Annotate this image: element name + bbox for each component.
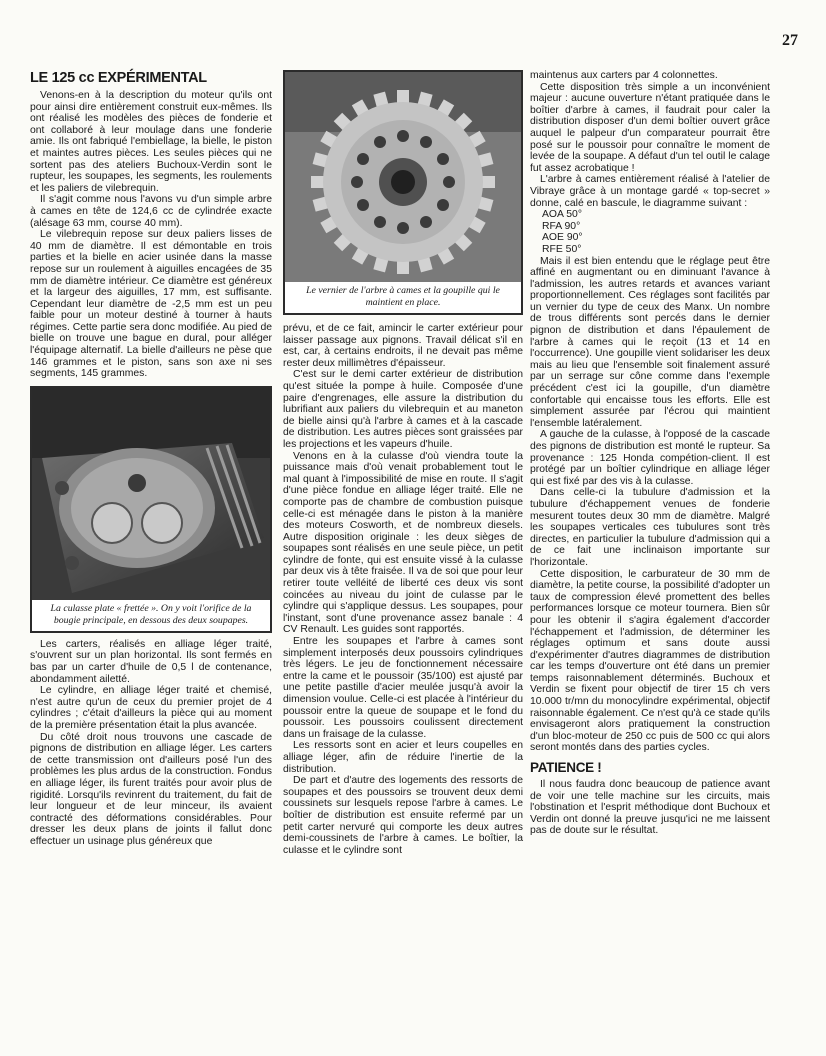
column-3: [530, 70, 770, 837]
paragraph: De part et d'autre des logements des ressorts de soupapes et des poussoirs se trouvent deux demi coussinets sur lesquels repose l'arbre à cames. Le boîtier de distribution est ensuite refermé par un petit carter nervuré qui comporte les deux autres demi-coussinets de l'arbre à cames. Le boîtier, la culasse et le cylindre sont: [283, 775, 523, 856]
paragraph: Cette disposition très simple a un inconvénient majeur : aucune ouverture n'étant pratiquée dans le boîtier d'arbre à cames, il faudrait pour caler la distribution disposer d'un demi boîtier ouvert grâce auquel le palpeur d'un comparateur pourrait être posé sur le poussoir pour connaître le moment de levée de la soupape. A défaut d'un tel outil le calage fut assez acrobatique !: [530, 81, 770, 174]
photo-caption: La culasse plate « frettée ». On y voit l'orifice de la bougie principale, en dessous des deux soupapes.: [50, 602, 252, 626]
paragraph: Il s'agit comme nous l'avons vu d'un simple arbre à cames en tête de 124,6 cc de cylindrée exacte (alésage 63 mm, course 40 mm).: [30, 194, 272, 229]
paragraph: Les ressorts sont en acier et leurs coupelles en alliage léger, afin de réduire l'inertie de la distribution.: [283, 740, 523, 775]
paragraph: C'est sur le demi carter extérieur de distribution qu'est située la pompe à huile. Composée d'une paire d'engrenages, elle assure la distribution du lubrifiant aux paliers du vilebrequin et au maneton de bielle ainsi qu'à l'arbre à cames et à la cascade de distribution. Les autres pièces sont graissées par les projections et les vapeurs d'huile.: [283, 369, 523, 450]
paragraph: Du côté droit nous trouvons une cascade de pignons de distribution en alliage léger. Les carters de cette transmission ont d'ailleurs posé l'un des problèmes les plus ardus de la construction. Fondus en alliage léger, ils furent traités pour avoir plus de rigidité. Lorsqu'ils revinrent du traitement, du fait de leur longueur et de leur minceur, ils avaient contracté des déformations considérables. Pour dresser les deux plans de joints il fallut donc effectuer un usinage plus généreux que: [30, 731, 272, 847]
column-2: [283, 70, 523, 856]
paragraph: Il nous faudra donc beaucoup de patience avant de voir une telle machine sur les circuits, mais l'obstination et l'esprit méthodique dont Buchoux et Verdin ont donné la preuve jusqu'ici ne me laissent pas de doute sur le résultat.: [530, 779, 770, 837]
page-number: 27: [782, 32, 798, 49]
paragraph: Venons-en à la description du moteur qu'ils ont pour ainsi dire entièrement construit eux-mêmes. Ils ont réalisé les modèles des pièces de fonderie et ont collaboré à leur moulage dans une fonderie amie. Ils ont fabriqué l'embiellage, la bielle, le piston et maintes autres pièces. Les seules pièces qui ne sortent pas des ateliers Buchoux-Verdin sont le rupteur, les soupapes, les segments, les roulements et les paliers de vilebrequin.: [30, 90, 272, 194]
cylinder-head-image: [32, 388, 270, 600]
diagram-line: RFA 90°: [542, 220, 581, 232]
paragraph: L'arbre à cames entièrement réalisé à l'atelier de Vibraye grâce à un montage gardé « top-secret » donne, calé en bascule, le diagramme suivant :: [530, 174, 770, 209]
section-title: PATIENCE !: [530, 760, 602, 776]
paragraph: Entre les soupapes et l'arbre à cames sont simplement interposés deux poussoirs cylindriques très légers. Le jeu de fonctionnement nécessaire entre la came et le poussoir (35/100) est ajusté par une petite pastille d'acier meulée jusqu'à avoir la dimension voulue. Celle-ci est placée à l'intérieur du poussoir entre la queue de soupape et le fond du poussoir. Les poussoirs coulissent directement dans un fraisage de la culasse.: [283, 636, 523, 740]
camshaft-vernier-photo: [283, 70, 523, 315]
gear-image: [285, 72, 521, 282]
paragraph: Mais il est bien entendu que le réglage peut être affiné en augmentant ou en diminuant l'avance à l'admission, les autres retards et avances variant proportionnellement. Ces réglages sont facilités par un vernier du type de ceux des Manx. Un nombre de trous différents sont percés dans le dernier pignon de distribution et dans l'épaulement de l'arbre à cames qui le reçoit (13 et 14 en l'occurrence). Une goupille vient solidariser les deux mais au lieu que l'ensemble soit finalement assuré par un serrage sur cône comme dans l'exemple précédent c'est ici la goupille, d'un diamètre confortable qui encaisse tous les efforts. Elle est simplement assurée par l'écrou qui maintient l'ensemble latéralement.: [530, 255, 770, 429]
diagram-line: RFE 50°: [542, 243, 582, 255]
paragraph: prévu, et de ce fait, amincir le carter extérieur pour laisser passage aux pignons. Travail délicat s'il en est, car, à certains endroits, il ne devait pas même rester deux millimètres d'épaisseur.: [283, 323, 523, 369]
article-title: LE 125 cc EXPÉRIMENTAL: [30, 70, 207, 86]
paragraph: A gauche de la culasse, à l'opposé de la cascade des pignons de distribution est monté le rupteur. Sa provenance : 125 Honda compétion-client. Il est protégé par un boîtier cylindrique en alliage léger qui est fixé par des vis à la culasse.: [530, 429, 770, 487]
diagram-line: AOE 90°: [542, 232, 583, 244]
cylinder-head-photo: [30, 386, 272, 633]
timing-diagram: [530, 209, 770, 255]
paragraph: Venons en à la culasse d'où viendra toute la puissance mais d'où venait probablement tout le mal quant à l'impossibilité de mise en route. Il s'agit d'une pièce fondue en alliage léger traité. Elle ne comporte pas de chambre de combustion puisque celle-ci est ménagée dans le piston à la manière des moteurs Cosworth, et de nombreux diesels. Autre disposition originale : les deux sièges de soupapes sont réalisés en une seule pièce, un petit cylindre de fonte, qui est ensuite vissé à la culasse par deux vis à tête fraisée. Il va de soi que pour leur retirer toute velléité de liberté ces deux vis sont coincées au niveau du joint de culasse par le cylindre qui s'applique dessus. Les soupapes, pour l'instant, sont d'une provenance assez banale : 4 CV Renault. Les guides sont rapportés.: [283, 450, 523, 636]
paragraph: Les carters, réalisés en alliage léger traité, s'ouvrent sur un plan horizontal. Ils sont fermés en bas par un carter d'huile de 0,5 l de contenance, abondamment ailetté.: [30, 638, 272, 685]
paragraph: Le vilebrequin repose sur deux paliers lisses de 40 mm de diamètre. Il est démontable en trois parties et la bielle en acier usinée dans la masse repose sur un roulement à aiguilles encagées de 35 mm de diamètre intérieur. Ce diamètre est généreux et la largeur des aiguilles, 17 mm, est suffisante. Cependant leur diamètre de -2,5 mm est un peu faible pour un moteur destiné à tourner à hauts régimes. Cette partie sera donc modifiée. Au pied de bielle on trouve une bague en dural, pour alléger l'équipage alternatif. La bielle d'ailleurs ne pèse que 146 grammes et le piston, sans son axe ni ses segments, 145 grammes.: [30, 229, 273, 380]
photo-caption: Le vernier de l'arbre à cames et la goupille qui le maintient en place.: [306, 285, 500, 308]
column-1: [30, 70, 272, 848]
paragraph: Cette disposition, le carburateur de 30 mm de diamètre, la petite course, la possibilité d'adopter un taux de compression élevé promettent des belles performances lorsque ce moteur tournera. Bien sûr pour les obtenir il s'agira également d'accorder l'échappement et l'admission, de déterminer les réglages optimum et sans doute aussi d'expérimenter d'autres diagrammes de distribution car les temps d'ouverture ont été dans un premier temps raisonnablement déterminés. Buchoux et Verdin se fixent pour objectif de tirer 15 ch vers 10.000 tr/mn du monocylindre expérimental, objectif raisonnable également. Ce n'est qu'à ce stade qu'ils envisageront alors pratiquement la construction d'un bloc-moteur de 250 cc puis de 500 cc qui alors seront montés dans des parties cycles.: [530, 568, 770, 754]
paragraph: maintenus aux carters par 4 colonnettes.: [530, 70, 718, 81]
paragraph: Dans celle-ci la tubulure d'admission et la tubulure d'échappement venues de fonderie mesurent toutes deux 30 mm de diamètre. Malgré les soupapes verticales ces tubulures sont très directes, en particulier la tubulure d'admission qui a de ce fait une inclinaison importante sur l'horizontale.: [530, 487, 770, 568]
diagram-line: AOA 50°: [542, 209, 582, 221]
paragraph: Le cylindre, en alliage léger traité et chemisé, n'est autre qu'un de ceux du premier projet de 4 cylindres ; c'était d'ailleurs la pièce qui au moment de la première présentation était la plus avancée.: [30, 685, 272, 731]
